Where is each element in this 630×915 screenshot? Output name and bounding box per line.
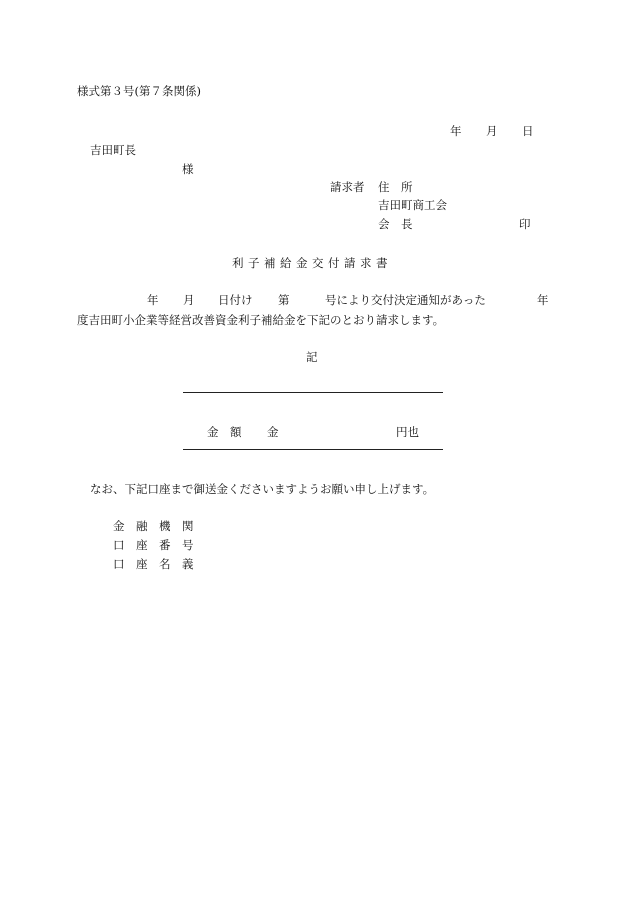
date-year: 年 [450,124,462,138]
form-number: 様式第３号(第７条関係) [77,84,201,98]
addressee-name: 吉田町長 [90,143,136,157]
requester-label: 請求者 [330,180,365,194]
seal-mark: 印 [519,217,531,231]
bank-account-name-label: 口 座 名 義 [113,557,194,571]
date-day: 日 [522,124,534,138]
amount-suffix: 円也 [396,425,419,439]
bank-institution-label: 金 融 機 関 [113,519,194,533]
document-title: 利子補給金交付請求書 [232,256,392,270]
date-month: 月 [486,124,498,138]
address-label: 住 所 [378,180,413,194]
body-notice-text: 号により交付決定通知があった [325,293,486,307]
record-label: 記 [306,350,318,364]
body-year: 年 [147,293,159,307]
body-request-text: 度吉田町小企業等経営改善資金利子補給金を下記のとおり請求します。 [77,313,445,327]
blank-line-top [183,392,443,393]
organization-name: 吉田町商工会 [378,198,447,212]
addressee-honorific: 様 [182,162,194,176]
body-dated: 日付け [218,293,253,307]
body-month: 月 [183,293,195,307]
remit-note: なお、下記口座まで御送金くださいますようお願い申し上げます。 [90,482,435,496]
body-number-prefix: 第 [278,293,290,307]
body-year2: 年 [537,293,549,307]
chair-label: 会 長 [378,217,413,231]
amount-prefix: 金 [267,425,279,439]
amount-underline [183,449,443,450]
bank-account-number-label: 口 座 番 号 [113,538,194,552]
amount-label: 金 額 [207,425,242,439]
